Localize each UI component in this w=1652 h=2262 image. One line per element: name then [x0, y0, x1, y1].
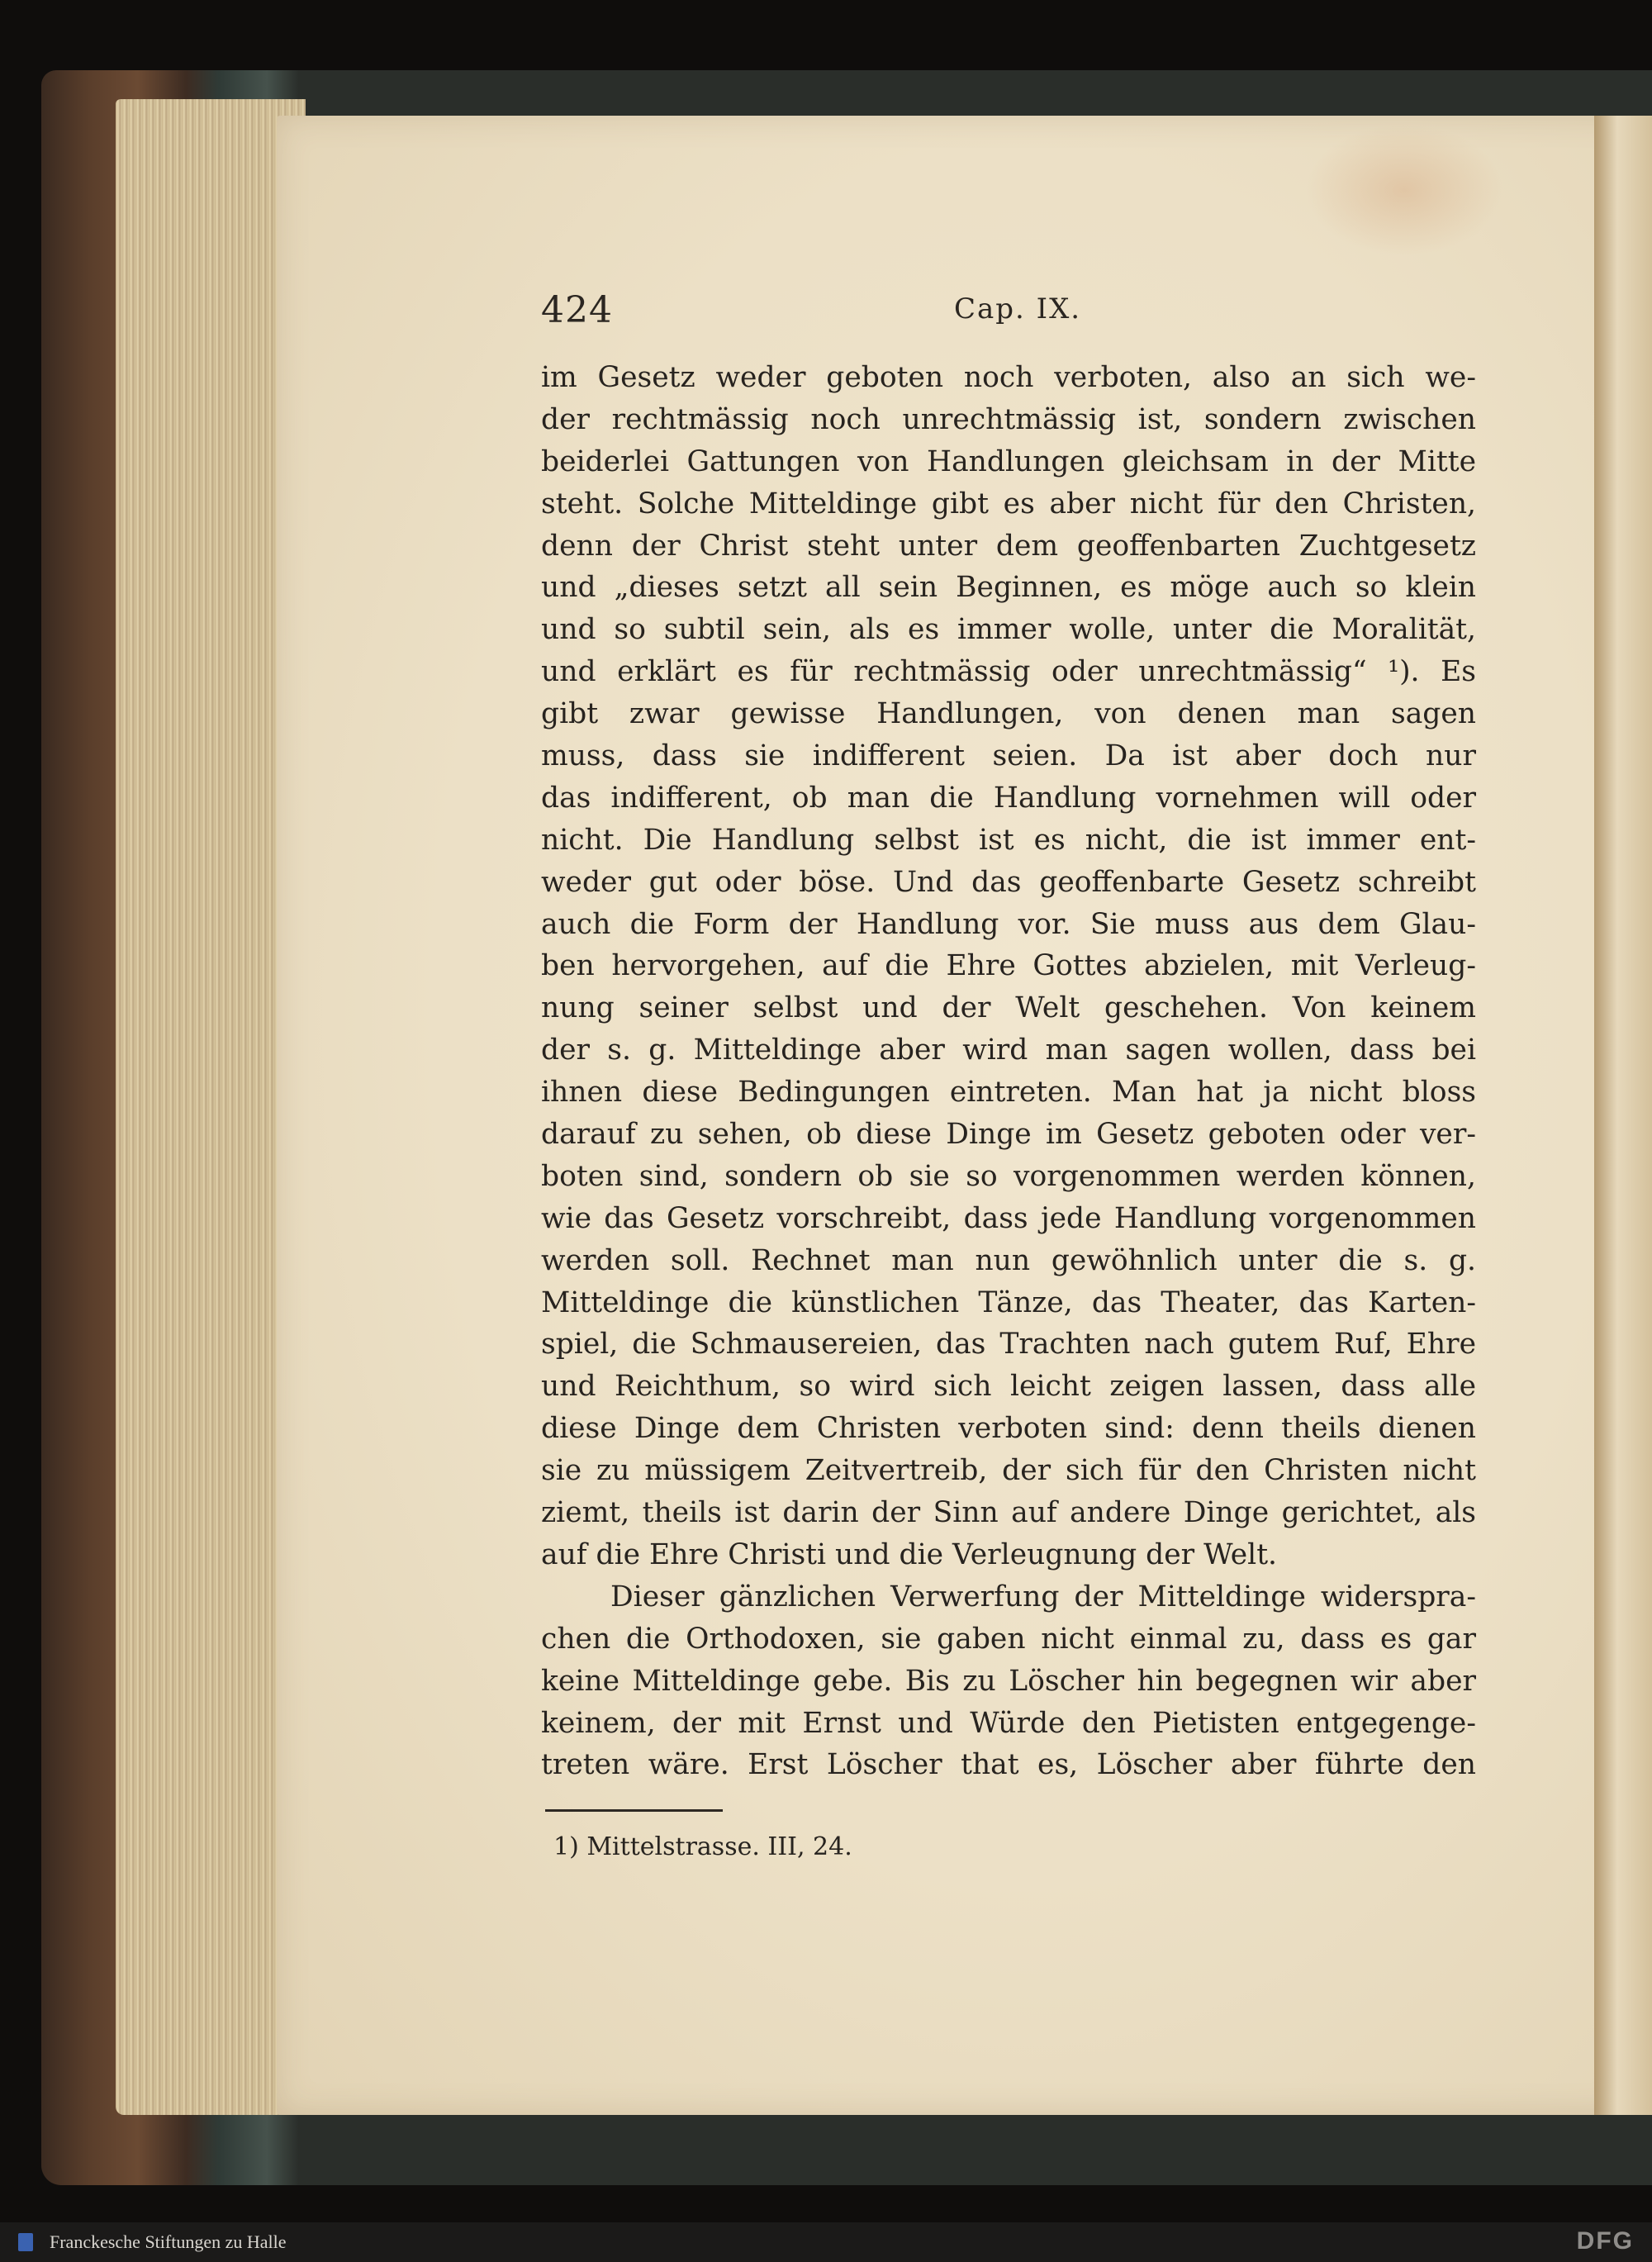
- text-line: treten wäre. Erst Löscher that es, Löscher aber führte den: [541, 1748, 1476, 1782]
- text-line: der s. g. Mitteldinge aber wird man sagen wollen, dass bei: [541, 1034, 1476, 1067]
- text-line: boten sind, sondern ob sie so vorgenommen werden können,: [541, 1159, 1476, 1193]
- text-line: das indifferent, ob man die Handlung vornehmen will oder: [541, 781, 1476, 815]
- text-line: ziemt, theils ist darin der Sinn auf andere Dinge gerichtet, als: [541, 1496, 1476, 1530]
- text-line: auf die Ehre Christi und die Verleugnung der Welt.: [541, 1537, 1278, 1571]
- text-line: Mitteldinge die künstlichen Tänze, das Theater, das Karten-: [541, 1285, 1476, 1319]
- text-line: sie zu müssigem Zeitvertreib, der sich für den Christen nicht: [541, 1454, 1476, 1488]
- text-line: nicht. Die Handlung selbst ist es nicht, die ist immer ent-: [541, 823, 1476, 857]
- text-line: chen die Orthodoxen, sie gaben nicht einmal zu, dass es gar: [541, 1622, 1476, 1656]
- footnote-rule: [545, 1809, 723, 1812]
- page-header: [541, 289, 1483, 339]
- text-line: und erklärt es für rechtmässig oder unrechtmässig“ ¹). Es: [541, 655, 1476, 689]
- paper-stain: [1305, 124, 1503, 256]
- footnote-text: Mittelstrasse. III, 24.: [586, 1832, 852, 1861]
- francke-emblem-icon: [15, 2229, 36, 2255]
- page-gutter: [1594, 116, 1652, 2115]
- dfg-logo: DFG: [1576, 2227, 1634, 2255]
- text-line: nung seiner selbst und der Welt geschehen. Von keinem: [541, 991, 1476, 1025]
- text-line: auch die Form der Handlung vor. Sie muss aus dem Glau-: [541, 907, 1476, 941]
- text-line: muss, dass sie indifferent seien. Da ist aber doch nur: [541, 739, 1476, 773]
- text-line: keinem, der mit Ernst und Würde den Pietisten entgegenge-: [541, 1706, 1476, 1740]
- text-line: werden soll. Rechnet man nun gewöhnlich unter die s. g.: [541, 1243, 1476, 1277]
- footnote: [553, 1832, 852, 1861]
- text-line: ben hervorgehen, auf die Ehre Gottes abzielen, mit Verleug-: [541, 949, 1476, 983]
- text-line: im Gesetz weder geboten noch verboten, also an sich we-: [541, 361, 1476, 394]
- text-line: beiderlei Gattungen von Handlungen gleichsam in der Mitte: [541, 444, 1476, 478]
- text-line: und so subtil sein, als es immer wolle, unter die Moralität,: [541, 613, 1476, 647]
- text-line: wie das Gesetz vorschreibt, dass jede Handlung vorgenommen: [541, 1201, 1476, 1235]
- page-number: 424: [541, 289, 613, 331]
- text-line: weder gut oder böse. Und das geoffenbarte Gesetz schreibt: [541, 865, 1476, 899]
- text-line: keine Mitteldinge gebe. Bis zu Löscher hin begegnen wir aber: [541, 1664, 1476, 1698]
- text-line: der rechtmässig noch unrechtmässig ist, sondern zwischen: [541, 402, 1476, 436]
- running-head: Cap. IX.: [954, 292, 1082, 326]
- text-line: gibt zwar gewisse Handlungen, von denen man sagen: [541, 697, 1476, 731]
- body-text: [541, 357, 1476, 1786]
- text-line: spiel, die Schmausereien, das Trachten nach gutem Ruf, Ehre: [541, 1328, 1476, 1361]
- text-line: ihnen diese Bedingungen eintreten. Man hat ja nicht bloss: [541, 1076, 1476, 1110]
- text-line: diese Dinge dem Christen verboten sind: denn theils dienen: [541, 1412, 1476, 1446]
- text-line: Dieser gänzlichen Verwerfung der Mitteldinge widerspra-: [610, 1580, 1476, 1613]
- viewer-footer: [0, 2222, 1652, 2262]
- footnote-marker: 1): [553, 1832, 579, 1861]
- text-line: denn der Christ steht unter dem geoffenbarten Zuchtgesetz: [541, 529, 1476, 563]
- text-line: und „dieses setzt all sein Beginnen, es möge auch so klein: [541, 571, 1476, 605]
- institution-name: Franckesche Stiftungen zu Halle: [50, 2231, 287, 2252]
- text-line: steht. Solche Mitteldinge gibt es aber nicht für den Christen,: [541, 487, 1476, 520]
- text-line: darauf zu sehen, ob diese Dinge im Gesetz geboten oder ver-: [541, 1118, 1476, 1152]
- text-line: und Reichthum, so wird sich leicht zeigen lassen, dass alle: [541, 1370, 1476, 1404]
